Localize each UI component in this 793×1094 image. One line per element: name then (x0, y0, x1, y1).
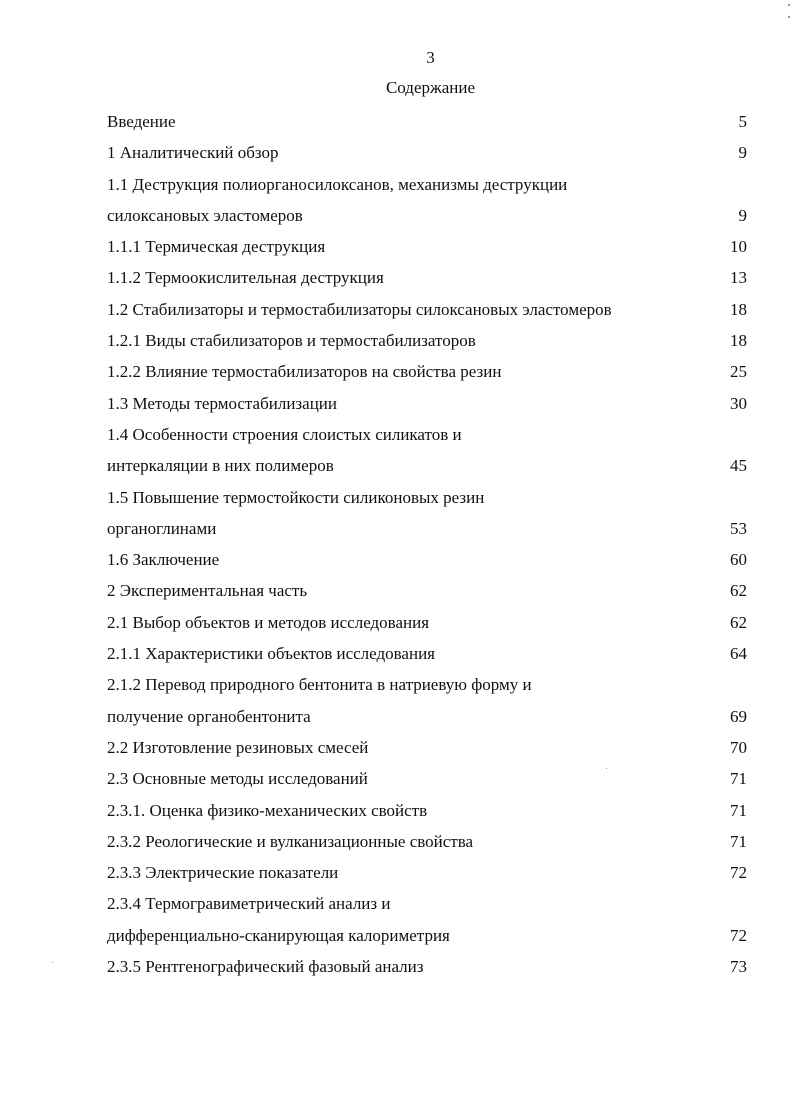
toc-line (107, 544, 747, 575)
toc-entry-text: 1.2.2 Влияние термостабилизаторов на свойства резин (107, 362, 502, 382)
toc-entry-text: 2 Экспериментальная часть (107, 581, 308, 601)
toc-page-number: 25 (730, 362, 747, 382)
page-number: 3 (426, 48, 435, 67)
toc-entry (107, 669, 747, 732)
toc-entry-text: 1.6 Заключение (107, 550, 220, 570)
toc-entry-text: 1.2.1 Виды стабилизаторов и термостабилизаторов (107, 331, 476, 351)
toc-entry-text: 2.3.5 Рентгенографический фазовый анализ (107, 957, 424, 977)
toc-page-number: 30 (730, 393, 747, 413)
toc-line (107, 857, 747, 888)
toc-entry-text: 2.1.1 Характеристики объектов исследования (107, 644, 435, 664)
toc-entry-text: 1.1.1 Термическая деструкция (107, 237, 326, 257)
toc-entry-text: 1.1 Деструкция полиорганосилоксанов, механизмы деструкции (107, 174, 568, 194)
toc-line (107, 669, 747, 700)
toc-page-number: 72 (730, 925, 747, 945)
scan-speck (52, 962, 53, 963)
toc-page-number: 71 (730, 800, 747, 820)
toc-entry-text: 2.3.4 Термогравиметрический анализ и (107, 894, 391, 914)
toc-entry (107, 325, 747, 356)
toc-line (107, 356, 747, 387)
toc-page-number: 18 (730, 299, 747, 319)
toc-entry (107, 419, 747, 482)
toc-entry (107, 388, 747, 419)
toc-line (107, 482, 747, 513)
toc-entry (107, 356, 747, 387)
toc-entry-text: 2.3.1. Оценка физико-механических свойств (107, 800, 428, 820)
toc-entry-text: 2.1.2 Перевод природного бентонита в натриевую форму и (107, 675, 532, 695)
toc-entry (107, 951, 747, 982)
toc-entry (107, 607, 747, 638)
toc-page-number: 70 (730, 737, 747, 757)
toc-entry (107, 763, 747, 794)
toc-entry-text: Введение (107, 112, 176, 131)
toc-line (107, 951, 747, 982)
toc-entry (107, 294, 747, 325)
toc-entry-text: 1.3 Методы термостабилизации (107, 393, 337, 413)
toc-entry (107, 482, 747, 545)
toc-page-number: 64 (730, 644, 747, 664)
toc-entry-text: 2.1 Выбор объектов и методов исследования (107, 612, 430, 632)
toc-entry-text: органоглинами (107, 518, 217, 538)
toc-line (107, 388, 747, 419)
toc-entry (107, 732, 747, 763)
toc-entry-text: 2.3.2 Реологические и вулканизационные свойства (107, 831, 474, 851)
toc-line (107, 294, 747, 325)
toc-page-number: 10 (730, 237, 747, 257)
scan-speck (788, 16, 790, 18)
toc-line (107, 169, 747, 200)
toc-entry-text: 1.4 Особенности строения слоистых силикатов и (107, 424, 462, 444)
toc-entry (107, 137, 747, 168)
toc-entry-text: получение органобентонита (107, 706, 311, 726)
page-title: Содержание (385, 78, 476, 97)
toc-line (107, 701, 747, 732)
toc-line (107, 325, 747, 356)
toc-entry (107, 575, 747, 606)
toc-page-number: 71 (730, 831, 747, 851)
toc-page-number: 5 (738, 112, 747, 131)
toc-page-number: 18 (730, 331, 747, 351)
toc-page-number: 9 (738, 205, 747, 225)
toc-line (107, 513, 747, 544)
toc-page-number: 9 (738, 143, 747, 163)
toc-entry (107, 795, 747, 826)
toc-line (107, 419, 747, 450)
toc-page-number: 60 (730, 550, 747, 570)
toc-page-number: 13 (730, 268, 747, 288)
toc-page-number: 45 (730, 456, 747, 476)
toc-line (107, 920, 747, 951)
toc-line (107, 795, 747, 826)
toc-line (107, 575, 747, 606)
toc-entry-text: 1 Аналитический обзор (107, 143, 279, 163)
toc-line (107, 638, 747, 669)
toc-entry-text: 2.3.3 Электрические показатели (107, 863, 339, 883)
toc-page-number: 53 (730, 518, 747, 538)
toc-entry (107, 262, 747, 293)
toc-line (107, 231, 747, 262)
toc-line (107, 262, 747, 293)
toc-line (107, 607, 747, 638)
toc-page-number: 73 (730, 957, 747, 977)
toc-page-number: 72 (730, 863, 747, 883)
toc-entry-text: интеркаляции в них полимеров (107, 456, 334, 476)
toc-entry (107, 857, 747, 888)
toc-line (107, 106, 747, 137)
toc-page-number: 69 (730, 706, 747, 726)
toc-line (107, 763, 747, 794)
toc-line (107, 826, 747, 857)
toc-entry (107, 169, 747, 232)
toc-entry (107, 888, 747, 951)
toc-entry-text: 1.1.2 Термоокислительная деструкция (107, 268, 384, 288)
toc-page-number: 62 (730, 612, 747, 632)
toc-entry (107, 638, 747, 669)
toc-line (107, 137, 747, 168)
toc-entry (107, 544, 747, 575)
toc-page-number: 62 (730, 581, 747, 601)
scan-speck (788, 4, 790, 6)
table-of-contents (107, 106, 747, 982)
toc-line (107, 450, 747, 481)
toc-entry-text: дифференциально-сканирующая калориметрия (107, 925, 450, 945)
toc-entry-text: 1.5 Повышение термостойкости силиконовых резин (107, 487, 485, 507)
scan-speck (606, 768, 607, 769)
toc-line (107, 732, 747, 763)
toc-entry-text: силоксановых эластомеров (107, 205, 303, 225)
toc-entry (107, 231, 747, 262)
toc-line (107, 200, 747, 231)
toc-entry-text: 2.3 Основные методы исследований (107, 769, 368, 789)
toc-entry-text: 2.2 Изготовление резиновых смесей (107, 737, 369, 757)
toc-entry-text: 1.2 Стабилизаторы и термостабилизаторы силоксановых эластомеров (107, 299, 612, 319)
toc-page-number: 71 (730, 769, 747, 789)
toc-entry (107, 106, 747, 137)
toc-line (107, 888, 747, 919)
toc-entry (107, 826, 747, 857)
